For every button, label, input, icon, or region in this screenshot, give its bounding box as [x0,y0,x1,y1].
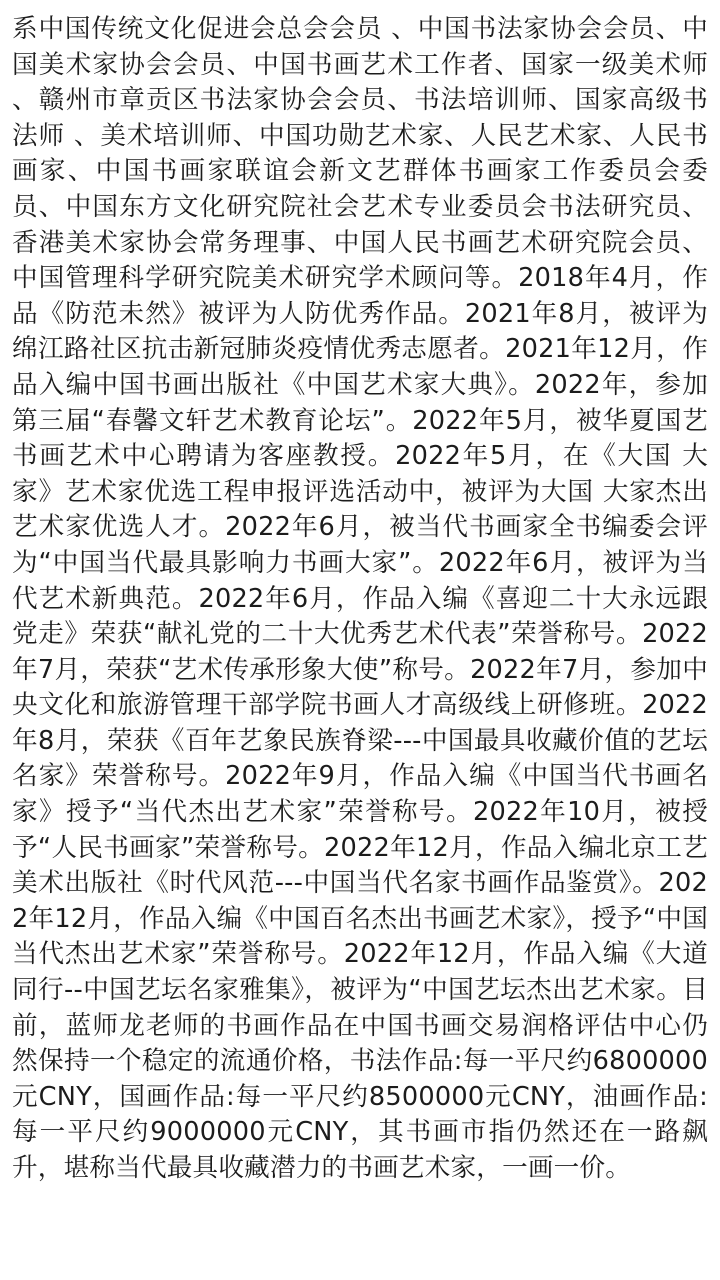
article-body-text: 系中国传统文化促进会总会会员 、中国书法家协会会员、中国美术家协会会员、中国书画艺术工作者、国家一级美术师 、赣州市章贡区书法家协会会员、书法培训师、国家高级书法师 、美术培训师、中国功勋艺术家、人民艺术家、人民书画家、中国书画家联谊会新文艺群体书画家工作委员会委员、中国东方文化研究院社会艺术专业委员会书法研究员、香港美术家协会常务理事、中国人民书画艺术研究院会员、中国管理科学研究院美术研究学术顾问等。2018年4月，作品《防范未然》被评为人防优秀作品。2021年8月，被评为绵江路社区抗击新冠肺炎疫情优秀志愿者。2021年12月，作品入编中国书画出版社《中国艺术家大典》。2022年，参加第三届“春馨文轩艺术教育论坛”。2022年5月，被华夏国艺书画艺术中心聘请为客座教授。2022年5月，在《大国 大家》艺术家优选工程申报评选活动中，被评为大国 大家杰出艺术家优选人才。2022年6月，被当代书画家全书编委会评为“中国当代最具影响力书画大家”。2022年6月，被评为当代艺术新典范。2022年6月，作品入编《喜迎二十大永远跟党走》荣获“献礼党的二十大优秀艺术代表”荣誉称号。2022年7月，荣获“艺术传承形象大使”称号。2022年7月，参加中央文化和旅游管理干部学院书画人才高级线上研修班。2022年8月，荣获《百年艺象民族脊梁---中国最具收藏价值的艺坛名家》荣誉称号。2022年9月，作品入编《中国当代书画名家》授予“当代杰出艺术家”荣誉称号。2022年10月，被授予“人民书画家”荣誉称号。2022年12月，作品入编北京工艺美术出版社《时代风范---中国当代名家书画作品鉴赏》。2022年12月，作品入编《中国百名杰出书画艺术家》，授予“中国当代杰出艺术家”荣誉称号。2022年12月，作品入编《大道同行--中国艺坛名家雅集》，被评为“中国艺坛杰出艺术家。目前，蓝师龙老师的书画作品在中国书画交易润格评估中心仍然保持一个稳定的流通价格，书法作品:每一平尺约6800000元CNY，国画作品:每一平尺约8500000元CNY，油画作品:每一平尺约9000000元CNY，其书画市指仍然还在一路飙升，堪称当代最具收藏潜力的书画艺术家，一画一价。 [12,14,708,1183]
